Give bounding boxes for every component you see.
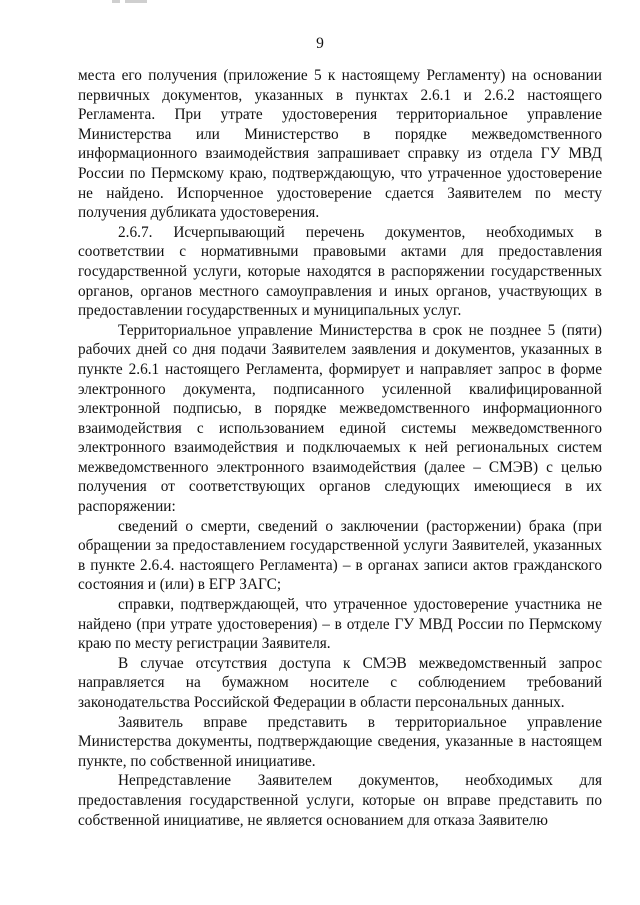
paragraph: В случае отсутствия доступа к СМЭВ межведомственный запрос направляется на бумажном носителе с соблюдением требований законодательства Российской Федерации в области персональных данных. <box>78 654 602 711</box>
paragraph: Заявитель вправе представить в территориальное управление Министерства документы, подтверждающие сведения, указанные в настоящем пункте, по собственной инициативе. <box>78 713 602 770</box>
paragraph: места его получения (приложение 5 к настоящему Регламенту) на основании первичных документов, указанных в пунктах 2.6.1 и 2.6.2 настоящего Регламента. При утрате удостоверения территориальное управление Министерства или Министерство в порядке межведомственного информационного взаимодействия запрашивает справку из отдела ГУ МВД России по Пермскому краю, подтверждающую, что утраченное удостоверение не найдено. Испорченное удостоверение сдается Заявителем по месту получения дубликата удостоверения. <box>78 67 602 222</box>
paragraph: справки, подтверждающей, что утраченное удостоверение участника не найдено (при утрате удостоверения) – в отделе ГУ МВД России по Пермскому краю по месту регистрации Заявителя. <box>78 596 602 653</box>
page-number: 9 <box>316 35 324 52</box>
document-body <box>78 66 602 830</box>
paragraph: Непредставление Заявителем документов, необходимых для предоставления государственной услуги, которые он вправе представить по собственной инициативе, не является основанием для отказа Заявителю <box>78 772 602 829</box>
scan-edge-mark <box>125 0 147 3</box>
paragraph: 2.6.7. Исчерпывающий перечень документов, необходимых в соответствии с нормативными правовыми актами для предоставления государственной услуги, которые находятся в распоряжении государственных органов, органов местного самоуправления и иных органов, участвующих в предоставлении государственных и муниципальных услуг. <box>78 223 602 320</box>
paragraph: Территориальное управление Министерства в срок не позднее 5 (пяти) рабочих дней со дня подачи Заявителем заявления и документов, указанных в пункте 2.6.1 настоящего Регламента, формирует и направляет запрос в форме электронного документа, подписанного усиленной квалифицированной электронной подписью, в порядке межведомственного информационного взаимодействия с использованием единой системы межведомственного электронного взаимодействия и подключаемых к ней региональных систем межведомственного электронного взаимодействия (далее – СМЭВ) с целью получения от соответствующих органов следующих имеющиеся в их распоряжении: <box>78 321 602 516</box>
paragraph: сведений о смерти, сведений о заключении (расторжении) брака (при обращении за предоставлением государственной услуги Заявителей, указанных в пункте 2.6.4. настоящего Регламента) – в органах записи актов гражданского состояния и (или) в ЕГР ЗАГС; <box>78 517 602 594</box>
scan-edge-mark <box>112 0 120 3</box>
